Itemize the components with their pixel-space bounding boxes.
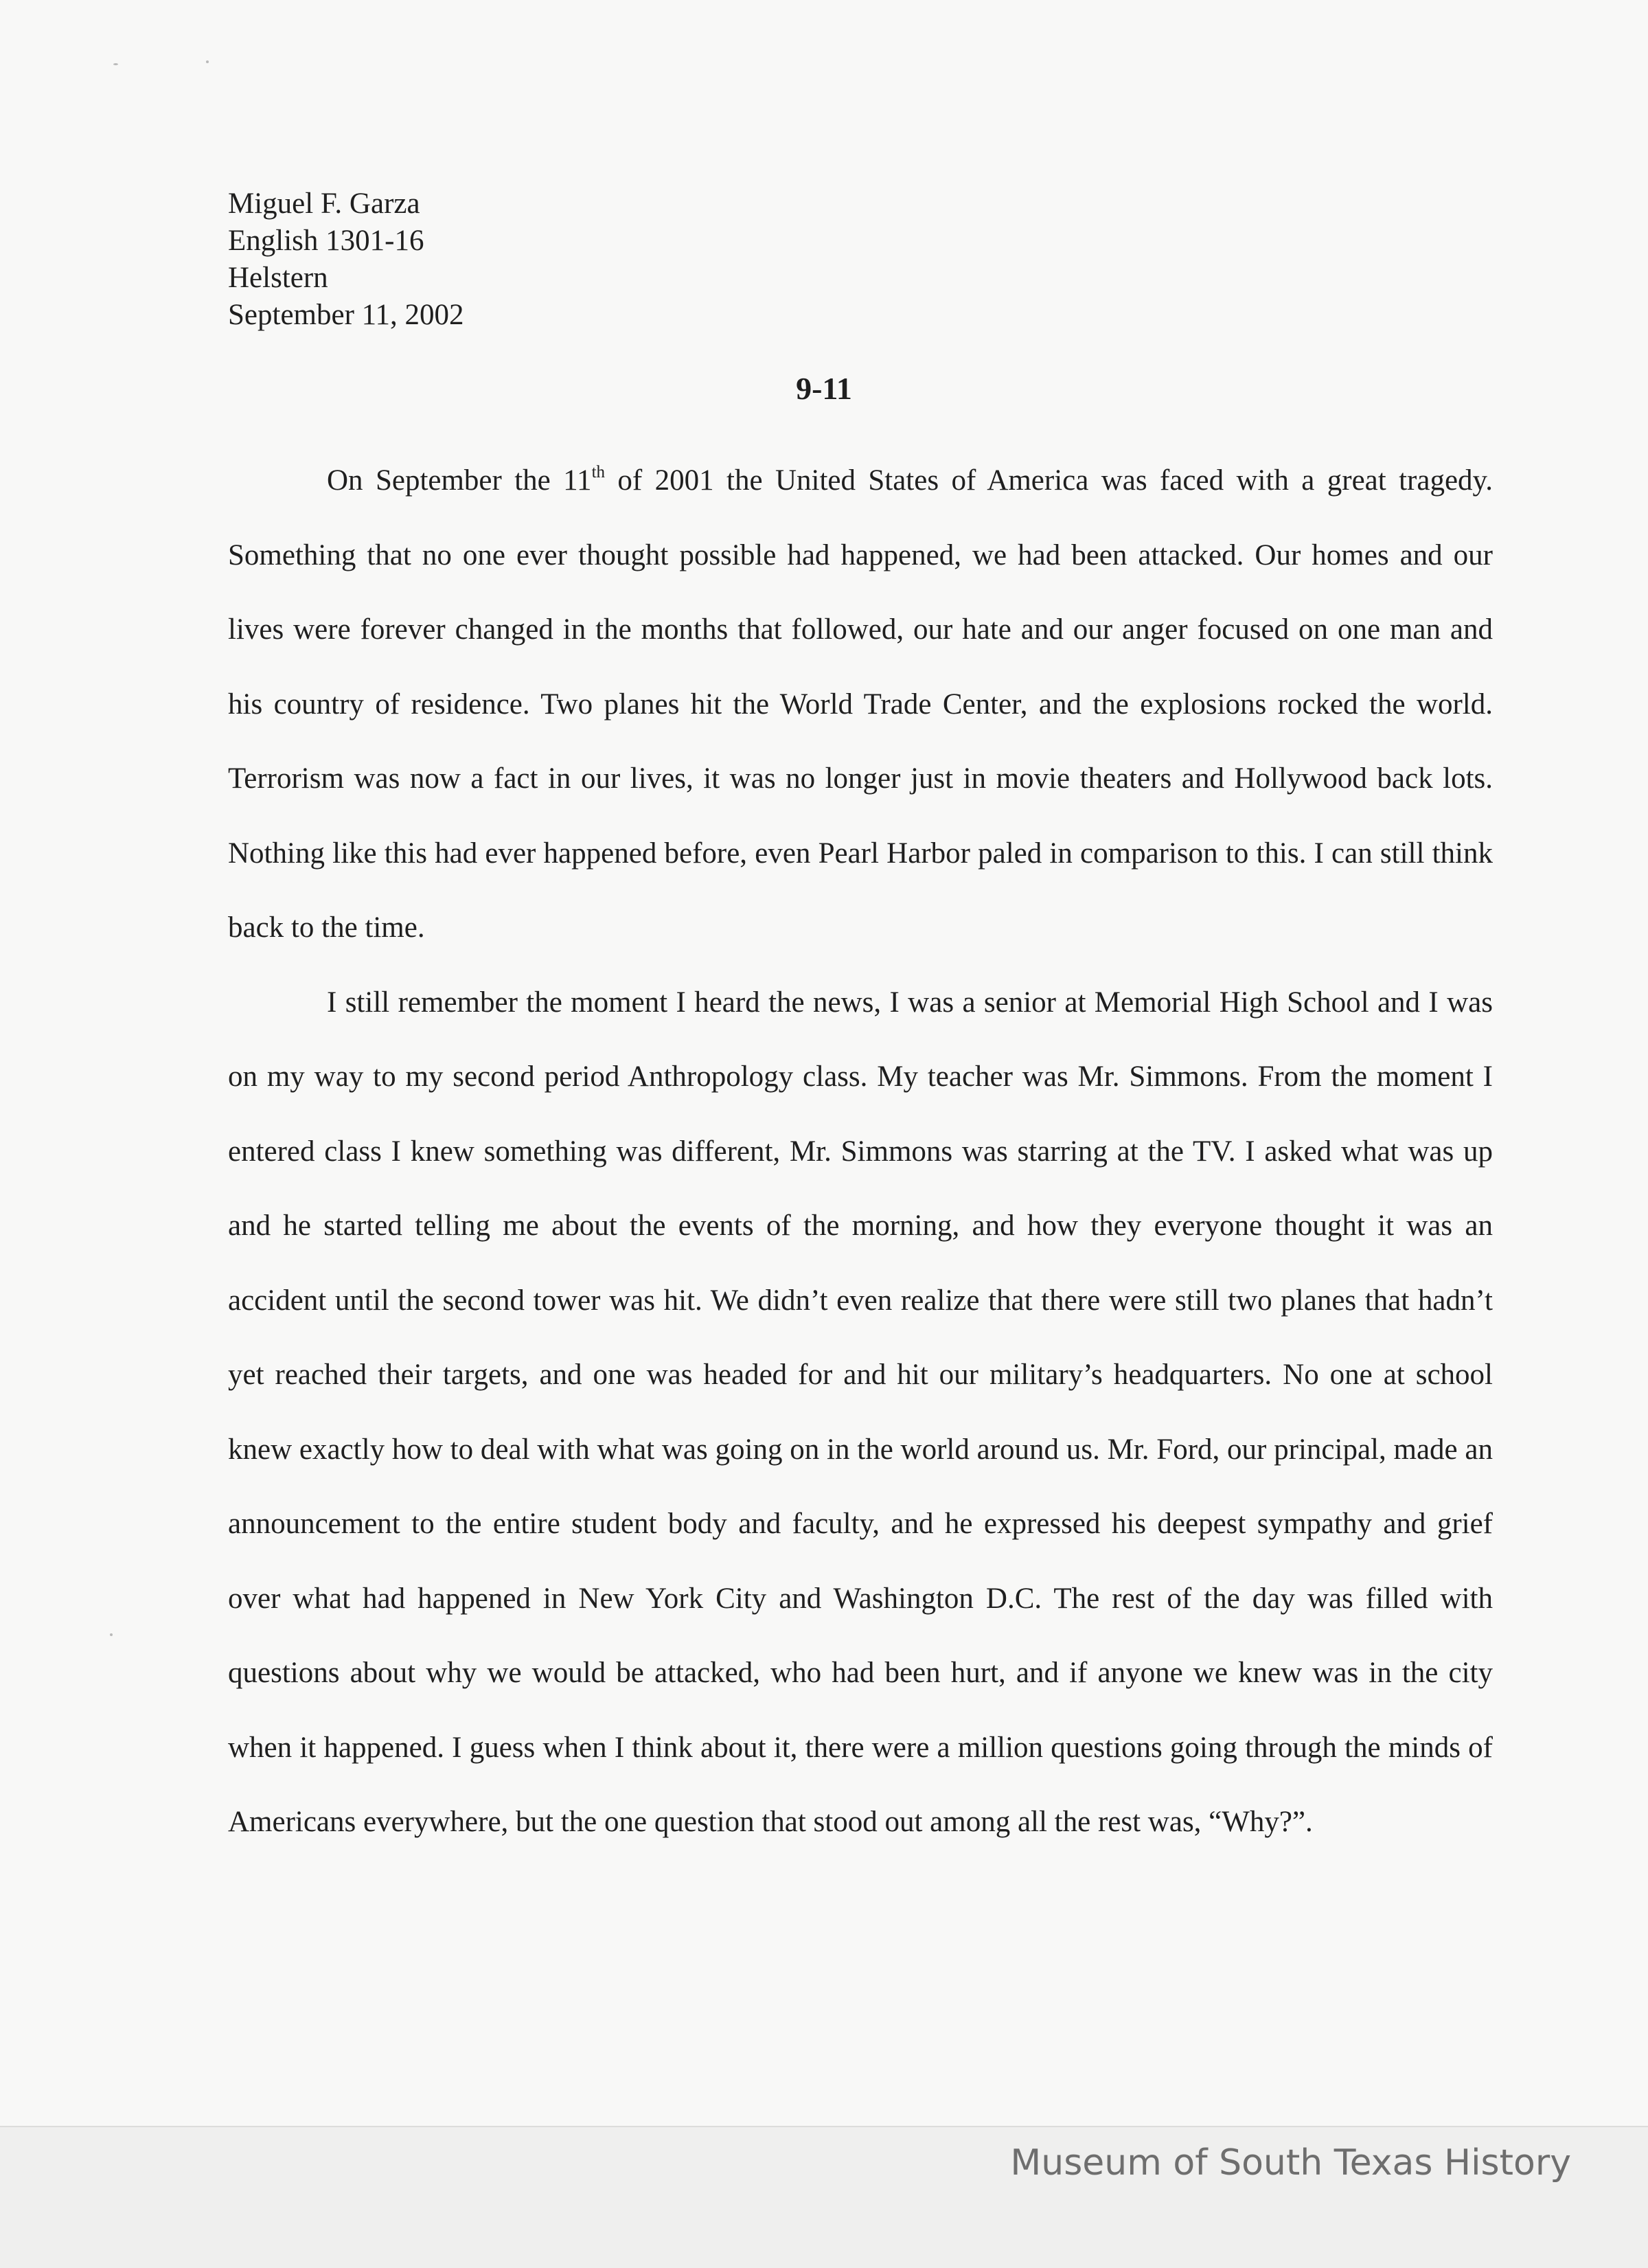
author-name: Miguel F. Garza [228, 188, 420, 220]
ordinal-suffix: th [591, 463, 606, 481]
museum-credit: Museum of South Texas History [1010, 2142, 1571, 2184]
course-name: English 1301-16 [228, 225, 424, 257]
document-date: September 11, 2002 [228, 299, 464, 331]
paper-speck [113, 63, 118, 65]
document-title: 9-11 [796, 371, 852, 406]
paragraph-1 [228, 444, 1493, 966]
paper-speck [110, 1633, 113, 1636]
instructor-name: Helstern [228, 262, 328, 294]
paper-speck [206, 60, 209, 63]
paragraph-1-rest: of 2001 the United States of America was faced with a great tragedy. Something that no one ever thought possible had happened, we had been attacked. Our homes and our lives were forever changed in the months that followed, our hate and our anger focused on one man and his country of residence. Two planes hit the World Trade Center, and the explosions rocked the world. Terrorism was now a fact in our lives, it was no longer just in movie theaters and Hollywood back lots. Nothing like this had ever happened before, even Pearl Harbor paled in comparison to this. I can still think back to the time. [228, 464, 1493, 944]
header-block [228, 185, 464, 334]
paragraph-2: I still remember the moment I heard the news, I was a senior at Memorial High School and I was on my way to my second period Anthropology class. My teacher was Mr. Simmons. From the moment I entered class I knew something was different, Mr. Simmons was starring at the TV. I asked what was up and he started telling me about the events of the morning, and how they everyone thought it was an accident until the second tower was hit. We didn’t even realize that there were still two planes that hadn’t yet reached their targets, and one was headed for and hit our military’s headquarters. No one at school knew exactly how to deal with what was going on in the world around us. Mr. Ford, our principal, made an announcement to the entire student body and faculty, and he expressed his deepest sympathy and grief over what had happened in New York City and Washington D.C. The rest of the day was filled with questions about why we would be attacked, who had been hurt, and if anyone we knew was in the city when it happened. I guess when I think about it, there were a million questions going through the minds of Americans everywhere, but the one question that stood out among all the rest was, “Why?”. [228, 986, 1493, 1838]
essay-body [228, 444, 1493, 1860]
paragraph-1-start: On September the 11 [327, 464, 592, 497]
